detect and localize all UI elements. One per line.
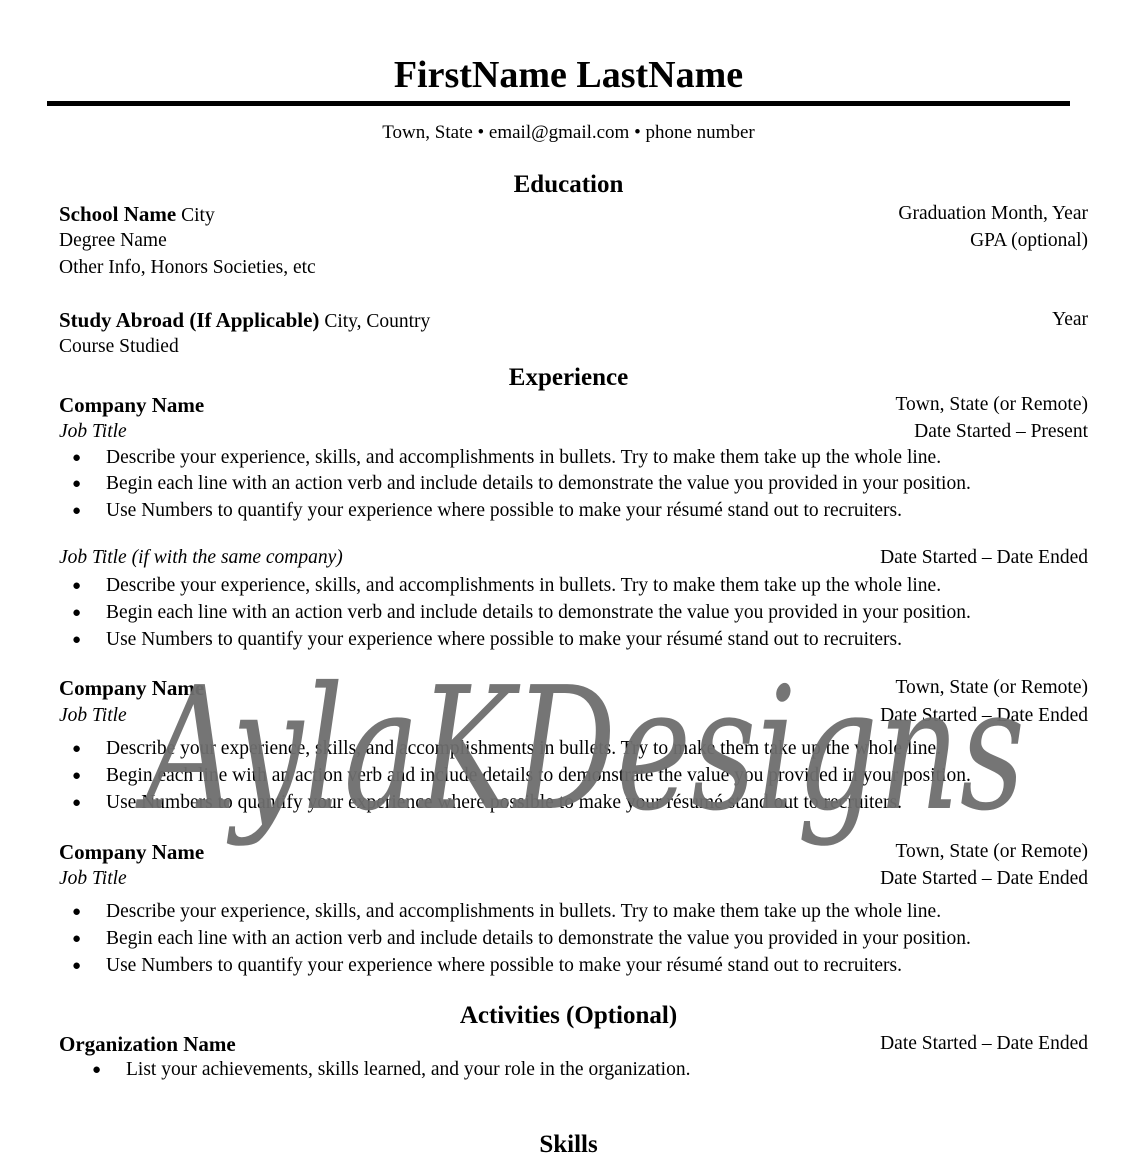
bullet-item bbox=[47, 498, 1097, 524]
skills-heading: Skills bbox=[539, 1131, 598, 1158]
bullet-item bbox=[47, 600, 1097, 626]
organization-name: Organization Name bbox=[59, 1032, 236, 1056]
bullet-text: Begin each line with an action verb and include details to demonstrate the value you provided in your position. bbox=[106, 928, 971, 949]
job-title: Job Title bbox=[59, 421, 127, 442]
bullet-text: Use Numbers to quantify your experience where possible to make your résumé stand out to recruiters. bbox=[106, 955, 903, 976]
company-row bbox=[59, 839, 1088, 865]
job-title-row bbox=[59, 866, 1088, 892]
company-location: Town, State (or Remote) bbox=[895, 677, 1088, 698]
experience-heading: Experience bbox=[508, 364, 629, 391]
bullet-dot: ● bbox=[72, 741, 82, 757]
gpa: GPA (optional) bbox=[970, 230, 1088, 251]
education-heading: Education bbox=[513, 171, 624, 198]
bullet-dot: ● bbox=[72, 904, 82, 920]
bullet-text: Use Numbers to quantify your experience where possible to make your résumé stand out to recruiters. bbox=[106, 500, 903, 521]
bullet-text: Describe your experience, skills, and accomplishments in bullets. Try to make them take up the whole line. bbox=[106, 901, 942, 922]
bullet-dot: ● bbox=[72, 605, 82, 621]
study-abroad-name: Study Abroad (If Applicable) bbox=[59, 308, 320, 332]
company-row bbox=[59, 675, 1088, 701]
degree-row bbox=[59, 228, 1088, 254]
bullet-dot: ● bbox=[72, 768, 82, 784]
other-info: Other Info, Honors Societies, etc bbox=[59, 257, 316, 278]
bullet-item bbox=[47, 763, 1097, 789]
job-dates: Date Started – Present bbox=[914, 421, 1088, 442]
job-title-row bbox=[59, 703, 1088, 729]
degree-name: Degree Name bbox=[59, 230, 167, 251]
job-dates: Date Started – Date Ended bbox=[880, 705, 1088, 726]
bullet-item bbox=[47, 953, 1097, 979]
company-name: Company Name bbox=[59, 676, 205, 700]
bullet-item bbox=[47, 445, 1097, 471]
study-abroad-row bbox=[59, 307, 1088, 333]
header-divider bbox=[47, 101, 1070, 106]
company-location: Town, State (or Remote) bbox=[895, 394, 1088, 415]
bullet-text: Describe your experience, skills, and accomplishments in bullets. Try to make them take up the whole line. bbox=[106, 738, 942, 759]
organization-dates: Date Started – Date Ended bbox=[880, 1033, 1088, 1054]
school-row bbox=[59, 201, 1088, 227]
bullet-item bbox=[47, 627, 1097, 653]
job-dates: Date Started – Date Ended bbox=[880, 547, 1088, 568]
bullet-item bbox=[47, 926, 1097, 952]
bullet-dot: ● bbox=[72, 632, 82, 648]
bullet-item bbox=[47, 471, 1097, 497]
job-title-row bbox=[59, 545, 1088, 571]
contact-line: Town, State • email@gmail.com • phone number bbox=[382, 122, 755, 143]
bullet-item bbox=[47, 573, 1097, 599]
bullet-dot: ● bbox=[72, 958, 82, 974]
bullet-dot: ● bbox=[72, 931, 82, 947]
activities-heading: Activities (Optional) bbox=[459, 1002, 678, 1029]
bullet-dot: ● bbox=[72, 450, 82, 466]
resume-name: FirstName LastName bbox=[393, 54, 744, 96]
bullet-text: Begin each line with an action verb and include details to demonstrate the value you provided in your position. bbox=[106, 602, 971, 623]
bullet-item bbox=[47, 1057, 1097, 1083]
bullet-item bbox=[47, 790, 1097, 816]
company-name: Company Name bbox=[59, 393, 205, 417]
study-abroad-year: Year bbox=[1052, 309, 1088, 330]
study-abroad-location: City, Country bbox=[324, 311, 431, 332]
job-title-row bbox=[59, 419, 1088, 445]
company-location: Town, State (or Remote) bbox=[895, 841, 1088, 862]
bullet-dot: ● bbox=[72, 578, 82, 594]
bullet-dot: ● bbox=[72, 503, 82, 519]
bullet-dot: ● bbox=[72, 476, 82, 492]
bullet-item bbox=[47, 736, 1097, 762]
bullet-text: List your achievements, skills learned, and your role in the organization. bbox=[126, 1059, 691, 1080]
watermark-text: AylaKDesigns bbox=[135, 651, 1025, 849]
bullet-text: Describe your experience, skills, and accomplishments in bullets. Try to make them take up the whole line. bbox=[106, 447, 942, 468]
other-info-row bbox=[59, 255, 1088, 281]
company-name: Company Name bbox=[59, 840, 205, 864]
course-row bbox=[59, 334, 1088, 360]
school-name: School Name bbox=[59, 202, 177, 226]
bullet-item bbox=[47, 899, 1097, 925]
bullet-text: Describe your experience, skills, and accomplishments in bullets. Try to make them take up the whole line. bbox=[106, 575, 942, 596]
company-row bbox=[59, 392, 1088, 418]
job-title: Job Title bbox=[59, 705, 127, 726]
job-title: Job Title bbox=[59, 868, 127, 889]
graduation-date: Graduation Month, Year bbox=[898, 203, 1088, 224]
bullet-text: Use Numbers to quantify your experience where possible to make your résumé stand out to recruiters. bbox=[106, 792, 903, 813]
job-title: Job Title (if with the same company) bbox=[59, 547, 343, 568]
bullet-dot: ● bbox=[92, 1062, 102, 1078]
job-dates: Date Started – Date Ended bbox=[880, 868, 1088, 889]
bullet-text: Begin each line with an action verb and include details to demonstrate the value you provided in your position. bbox=[106, 765, 971, 786]
bullet-dot: ● bbox=[72, 795, 82, 811]
bullet-text: Use Numbers to quantify your experience where possible to make your résumé stand out to recruiters. bbox=[106, 629, 903, 650]
organization-row bbox=[59, 1031, 1088, 1057]
school-city: City bbox=[181, 205, 215, 226]
course-studied: Course Studied bbox=[59, 336, 179, 357]
bullet-text: Begin each line with an action verb and include details to demonstrate the value you provided in your position. bbox=[106, 473, 971, 494]
